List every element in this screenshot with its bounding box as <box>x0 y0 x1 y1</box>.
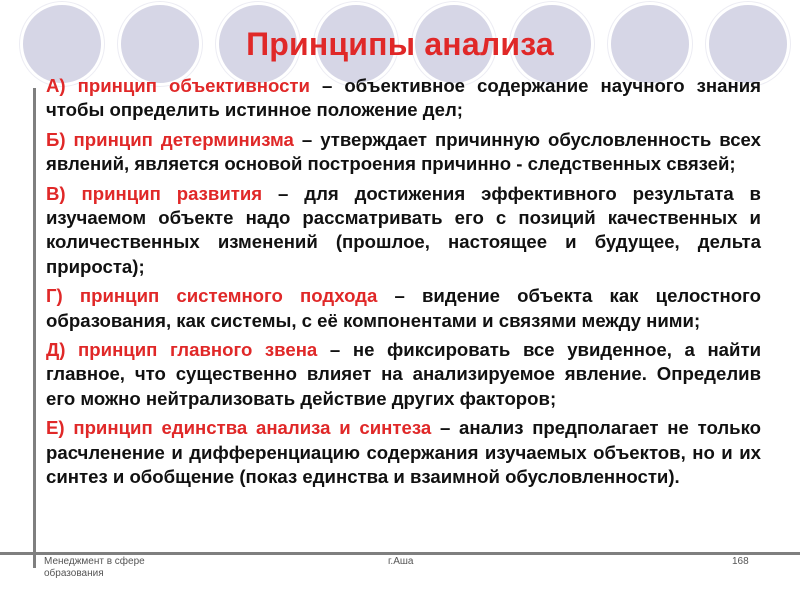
principle-name: Б) принцип детерминизма <box>46 128 294 150</box>
principle-description: – видение объекта как целостного образования, как системы, с её компонентами и связями между ними; <box>46 285 761 331</box>
principle-description: – объективное содержание научного знания чтобы определить истинное положение дел; <box>46 75 761 121</box>
principle-name: Д) принцип главного звена <box>46 339 318 361</box>
footer-course-name: Менеджмент в сфере образования <box>44 556 145 579</box>
principle-name: Е) принцип единства анализа и синтеза <box>46 417 432 439</box>
vertical-divider <box>33 88 36 568</box>
principle-item <box>46 338 761 411</box>
principle-description: – утверждает причинную обусловленность всех явлений, является основой построения причинно - следственных связей; <box>46 128 761 175</box>
footer-author: г.Аша <box>388 556 414 567</box>
principle-item <box>46 416 761 489</box>
principle-description: – анализ предполагает не только расчленение и дифференциацию содержания изучаемых объектов, но и их синтез и обобщение (показ единства и взаимной обусловленности). <box>46 417 761 488</box>
principle-description: – не фиксировать все увиденное, а найти главное, что существенно влияет на анализируемое явление. Определив его можно нейтрализовать действие других факторов; <box>46 339 761 409</box>
principle-item <box>46 182 761 280</box>
slide-title: Принципы анализа <box>246 26 554 62</box>
page-number: 168 <box>732 556 749 567</box>
principle-item <box>46 74 761 123</box>
horizontal-divider <box>0 552 800 555</box>
principle-item <box>46 284 761 333</box>
principle-name: А) принцип объективности <box>46 75 310 96</box>
principles-list <box>46 74 761 495</box>
principle-description: – для достижения эффективного результата в изучаемом объекте надо рассматривать его с позиций качественных и количественных изменений (прошлое, настоящее и будущее, дельта прироста); <box>46 182 761 277</box>
principle-name: Г) принцип системного подхода <box>46 285 378 307</box>
principle-item <box>46 128 761 177</box>
principle-name: В) принцип развития <box>46 182 263 204</box>
